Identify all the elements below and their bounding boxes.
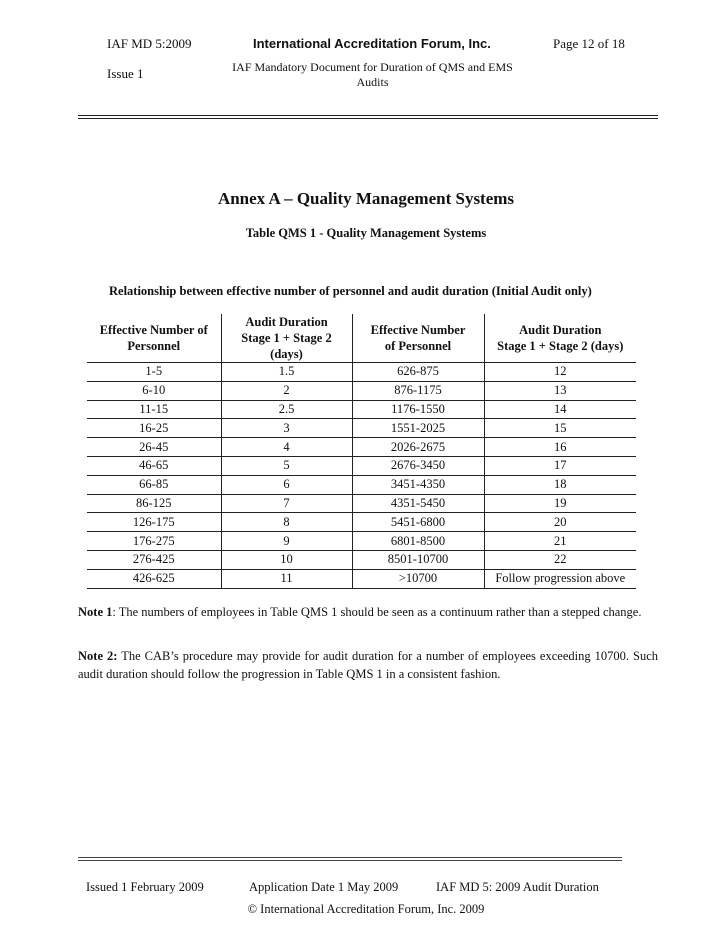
footer-application-date: Application Date 1 May 2009 — [249, 880, 399, 894]
cell-duration: 11 — [221, 569, 352, 588]
note-1 — [78, 603, 658, 621]
cell-personnel: 1-5 — [87, 363, 221, 382]
cell-duration: 16 — [484, 438, 636, 457]
header-doc-id: IAF MD 5:2009 — [107, 36, 192, 51]
cell-duration: 14 — [484, 400, 636, 419]
annex-title: Annex A – Quality Management Systems — [217, 189, 515, 208]
header-effective-number-2: Effective Number of Personnel — [352, 314, 484, 363]
cell-personnel: >10700 — [352, 569, 484, 588]
cell-duration: 1.5 — [221, 363, 352, 382]
cell-personnel: 2676-3450 — [352, 456, 484, 475]
cell-duration: 22 — [484, 550, 636, 569]
table-row — [87, 513, 636, 532]
cell-personnel: 2026-2675 — [352, 438, 484, 457]
header-effective-number: Effective Number of Personnel — [87, 314, 221, 363]
cell-duration: 10 — [221, 550, 352, 569]
table-row — [87, 494, 636, 513]
cell-duration: 8 — [221, 513, 352, 532]
cell-personnel: 1551-2025 — [352, 419, 484, 438]
note-2-label: Note 2: — [78, 649, 118, 663]
cell-duration: 12 — [484, 363, 636, 382]
header-audit-duration-2: Audit Duration Stage 1 + Stage 2 (days) — [484, 314, 636, 363]
table-row — [87, 381, 636, 400]
table-row — [87, 419, 636, 438]
note-1-label: Note 1 — [78, 605, 113, 619]
cell-duration: 17 — [484, 456, 636, 475]
footer-issued: Issued 1 February 2009 — [86, 880, 204, 894]
audit-duration-table — [87, 314, 636, 589]
cell-duration: 2 — [221, 381, 352, 400]
table-row — [87, 400, 636, 419]
header-subtitle-line1: IAF Mandatory Document for Duration of QMS and EMS — [232, 60, 513, 74]
cell-personnel: 46-65 — [87, 456, 221, 475]
header-issue: Issue 1 — [107, 66, 144, 81]
table-row — [87, 363, 636, 382]
cell-duration: 18 — [484, 475, 636, 494]
cell-personnel: 4351-5450 — [352, 494, 484, 513]
cell-personnel: 626-875 — [352, 363, 484, 382]
header-page-number: Page 12 of 18 — [553, 36, 625, 51]
table-row — [87, 550, 636, 569]
cell-personnel: 6801-8500 — [352, 532, 484, 551]
table-row — [87, 475, 636, 494]
cell-personnel: 3451-4350 — [352, 475, 484, 494]
cell-duration: 5 — [221, 456, 352, 475]
table-title: Table QMS 1 - Quality Management Systems — [245, 226, 487, 240]
note-1-text: : The numbers of employees in Table QMS 1 should be seen as a continuum rather than a stepped change. — [112, 605, 642, 619]
table-row — [87, 438, 636, 457]
cell-personnel: 5451-6800 — [352, 513, 484, 532]
cell-duration: Follow progression above — [484, 569, 636, 588]
table-row — [87, 569, 636, 588]
header-org-name: International Accreditation Forum, Inc. — [253, 36, 491, 51]
cell-personnel: 876-1175 — [352, 381, 484, 400]
cell-duration: 7 — [221, 494, 352, 513]
cell-duration: 2.5 — [221, 400, 352, 419]
cell-duration: 15 — [484, 419, 636, 438]
table-row — [87, 456, 636, 475]
cell-personnel: 66-85 — [87, 475, 221, 494]
cell-duration: 6 — [221, 475, 352, 494]
cell-personnel: 276-425 — [87, 550, 221, 569]
footer-copyright: © International Accreditation Forum, Inc. 2009 — [247, 902, 485, 916]
cell-duration: 19 — [484, 494, 636, 513]
header-rule-top — [78, 115, 658, 116]
note-2 — [78, 647, 658, 683]
cell-personnel: 86-125 — [87, 494, 221, 513]
cell-personnel: 8501-10700 — [352, 550, 484, 569]
header-audit-duration: Audit Duration Stage 1 + Stage 2 (days) — [221, 314, 352, 363]
cell-personnel: 1176-1550 — [352, 400, 484, 419]
cell-personnel: 126-175 — [87, 513, 221, 532]
header-subtitle — [220, 60, 525, 90]
footer-doc-id: IAF MD 5: 2009 Audit Duration — [436, 880, 599, 894]
cell-duration: 21 — [484, 532, 636, 551]
table-header-row — [87, 314, 636, 363]
cell-duration: 4 — [221, 438, 352, 457]
relationship-caption: Relationship between effective number of personnel and audit duration (Initial Audit only) — [109, 284, 592, 298]
note-2-text: The CAB’s procedure may provide for audit duration for a number of employees exceeding 10700. Such audit duration should follow the progression in Table QMS 1 in a consistent fashion. — [78, 649, 658, 681]
header-subtitle-line2: Audits — [356, 75, 389, 89]
cell-personnel: 11-15 — [87, 400, 221, 419]
footer-rule-bottom — [78, 860, 622, 861]
cell-duration: 20 — [484, 513, 636, 532]
cell-personnel: 426-625 — [87, 569, 221, 588]
cell-duration: 3 — [221, 419, 352, 438]
cell-personnel: 26-45 — [87, 438, 221, 457]
header-rule-bottom — [78, 118, 658, 119]
cell-personnel: 6-10 — [87, 381, 221, 400]
cell-personnel: 16-25 — [87, 419, 221, 438]
cell-duration: 13 — [484, 381, 636, 400]
table-row — [87, 532, 636, 551]
cell-duration: 9 — [221, 532, 352, 551]
cell-personnel: 176-275 — [87, 532, 221, 551]
footer-rule-top — [78, 857, 622, 858]
